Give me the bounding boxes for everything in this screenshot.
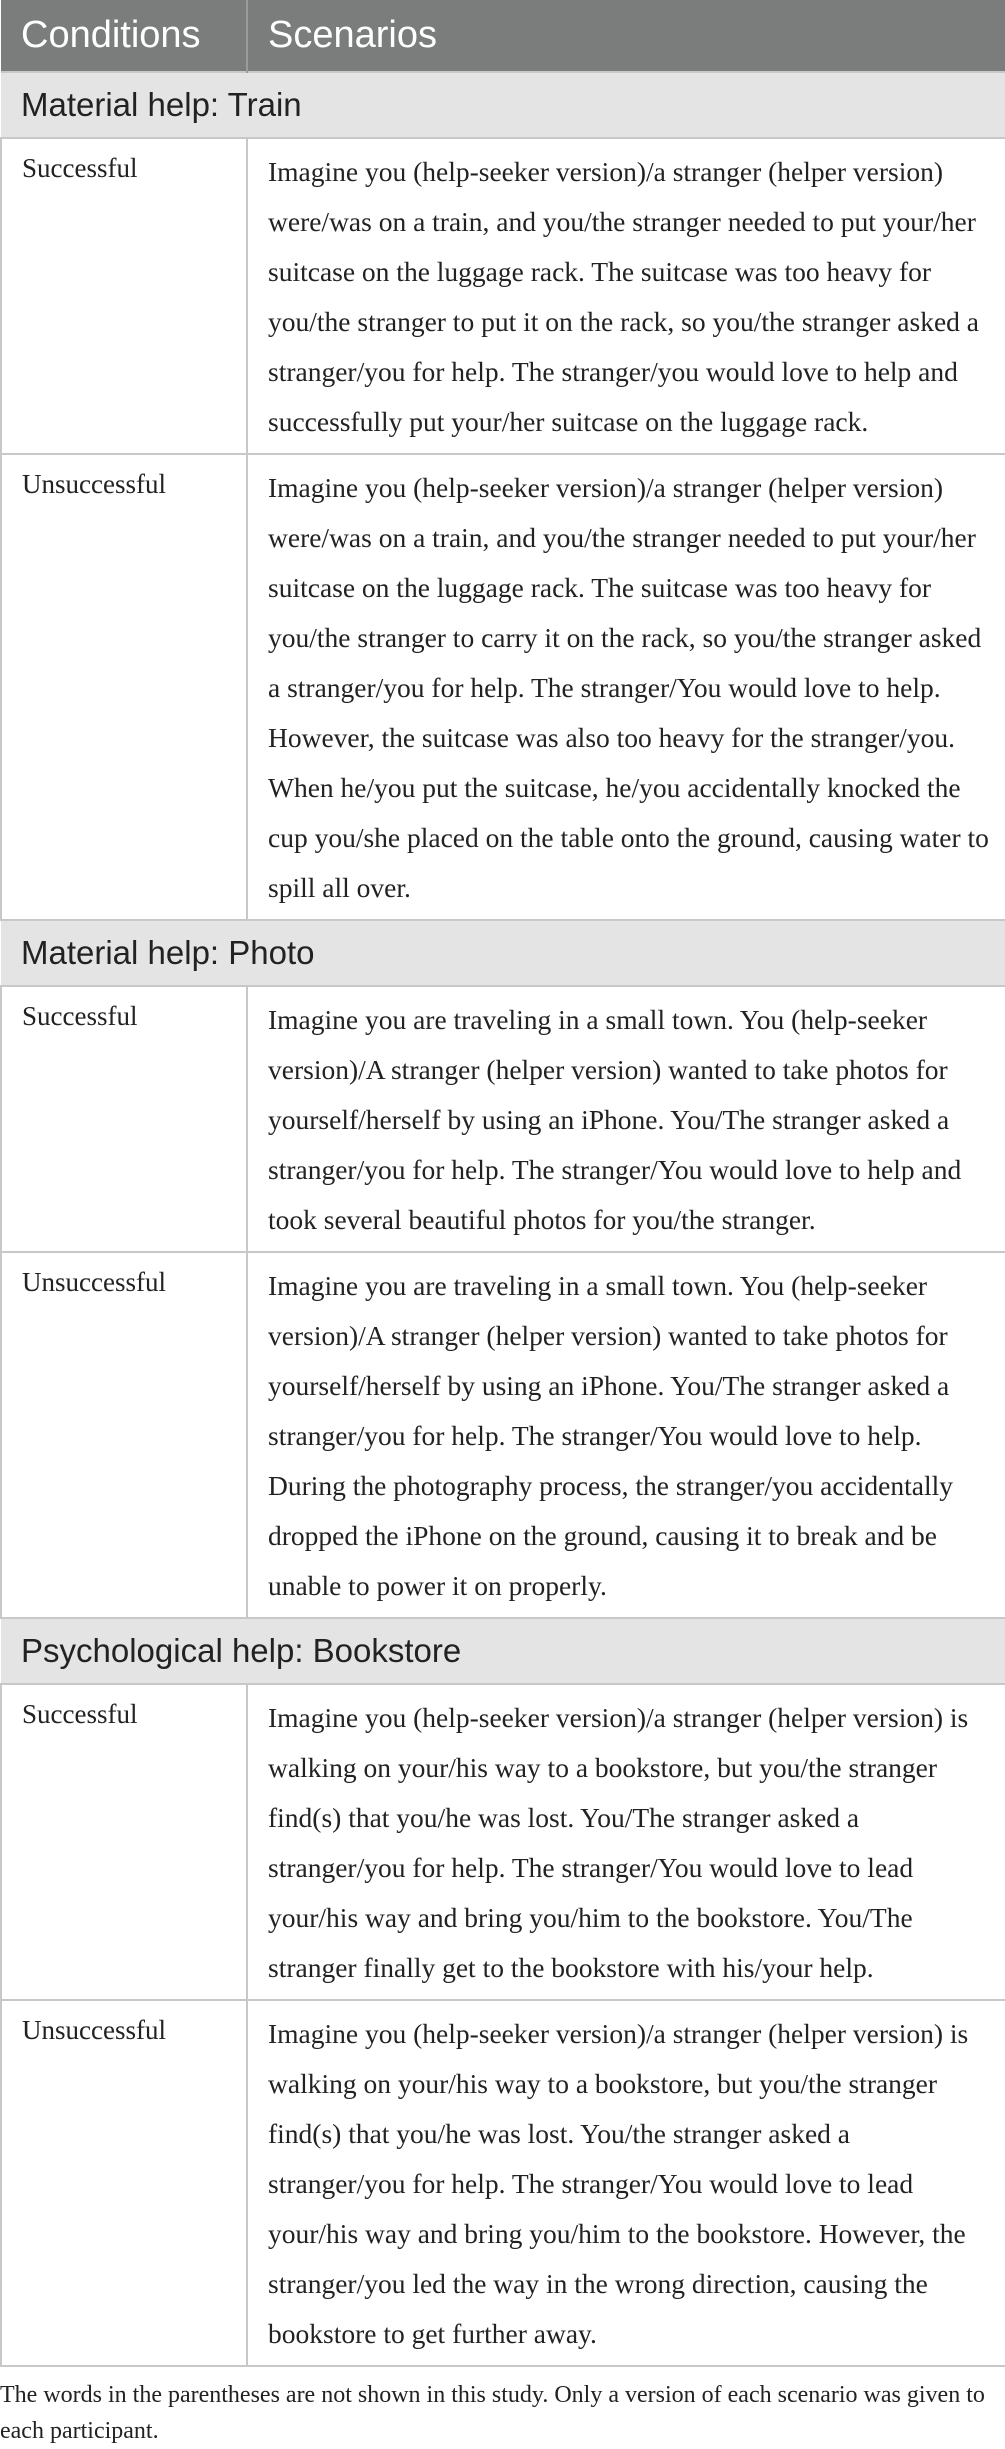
- table-row: [1, 1252, 1005, 1618]
- scenario-cell: Imagine you (help-seeker version)/a stranger (helper version) is walking on your/his way to a bookstore, but you/the stranger find(s) that you/he was lost. You/The stranger asked a stranger/you for help. The stranger/You would love to lead your/his way and bring you/him to the bookstore. You/The stranger finally get to the bookstore with his/your help.: [247, 1684, 1005, 2000]
- table-row: [1, 1684, 1005, 2000]
- section-title: Psychological help: Bookstore: [1, 1618, 1005, 1684]
- scenario-cell: Imagine you (help-seeker version)/a stranger (helper version) were/was on a train, and you/the stranger needed to put your/her suitcase on the luggage rack. The suitcase was too heavy for you/the stranger to carry it on the rack, so you/the stranger asked a stranger/you for help. The stranger/You would love to help. However, the suitcase was also too heavy for the stranger/you. When he/you put the suitcase, he/you accidentally knocked the cup you/she placed on the table onto the ground, causing water to spill all over.: [247, 454, 1005, 920]
- condition-cell: Successful: [1, 138, 247, 454]
- scenario-cell: Imagine you (help-seeker version)/a stranger (helper version) is walking on your/his way to a bookstore, but you/the stranger find(s) that you/he was lost. You/the stranger asked a stranger/you for help. The stranger/You would love to lead your/his way and bring you/him to the bookstore. However, the stranger/you led the way in the wrong direction, causing the bookstore to get further away.: [247, 2000, 1005, 2366]
- table-footnote: The words in the parentheses are not shown in this study. Only a version of each scenario was given to each participant.: [0, 2382, 985, 2444]
- condition-cell: Unsuccessful: [1, 454, 247, 920]
- section-header-bookstore: [1, 1618, 1005, 1684]
- section-header-photo: [1, 920, 1005, 986]
- section-title: Material help: Photo: [1, 920, 1005, 986]
- section-header-train: [1, 72, 1005, 138]
- scenario-cell: Imagine you are traveling in a small town. You (help-seeker version)/A stranger (helper version) wanted to take photos for yourself/herself by using an iPhone. You/The stranger asked a stranger/you for help. The stranger/You would love to help. During the photography process, the stranger/you accidentally dropped the iPhone on the ground, causing it to break and be unable to power it on properly.: [247, 1252, 1005, 1618]
- table-row: [1, 138, 1005, 454]
- table-header-row: [1, 0, 1005, 72]
- column-header-scenarios: Scenarios: [247, 0, 1005, 72]
- scenario-cell: Imagine you are traveling in a small town. You (help-seeker version)/A stranger (helper version) wanted to take photos for yourself/herself by using an iPhone. You/The stranger asked a stranger/you for help. The stranger/You would love to help and took several beautiful photos for you/the stranger.: [247, 986, 1005, 1252]
- column-header-conditions: Conditions: [1, 0, 247, 72]
- scenario-cell: Imagine you (help-seeker version)/a stranger (helper version) were/was on a train, and you/the stranger needed to put your/her suitcase on the luggage rack. The suitcase was too heavy for you/the stranger to put it on the rack, so you/the stranger asked a stranger/you for help. The stranger/you would love to help and successfully put your/her suitcase on the luggage rack.: [247, 138, 1005, 454]
- section-title: Material help: Train: [1, 72, 1005, 138]
- condition-cell: Successful: [1, 986, 247, 1252]
- condition-cell: Unsuccessful: [1, 1252, 247, 1618]
- table-row: [1, 986, 1005, 1252]
- condition-cell: Successful: [1, 1684, 247, 2000]
- table-row: [1, 2000, 1005, 2366]
- table-row: [1, 454, 1005, 920]
- condition-cell: Unsuccessful: [1, 2000, 247, 2366]
